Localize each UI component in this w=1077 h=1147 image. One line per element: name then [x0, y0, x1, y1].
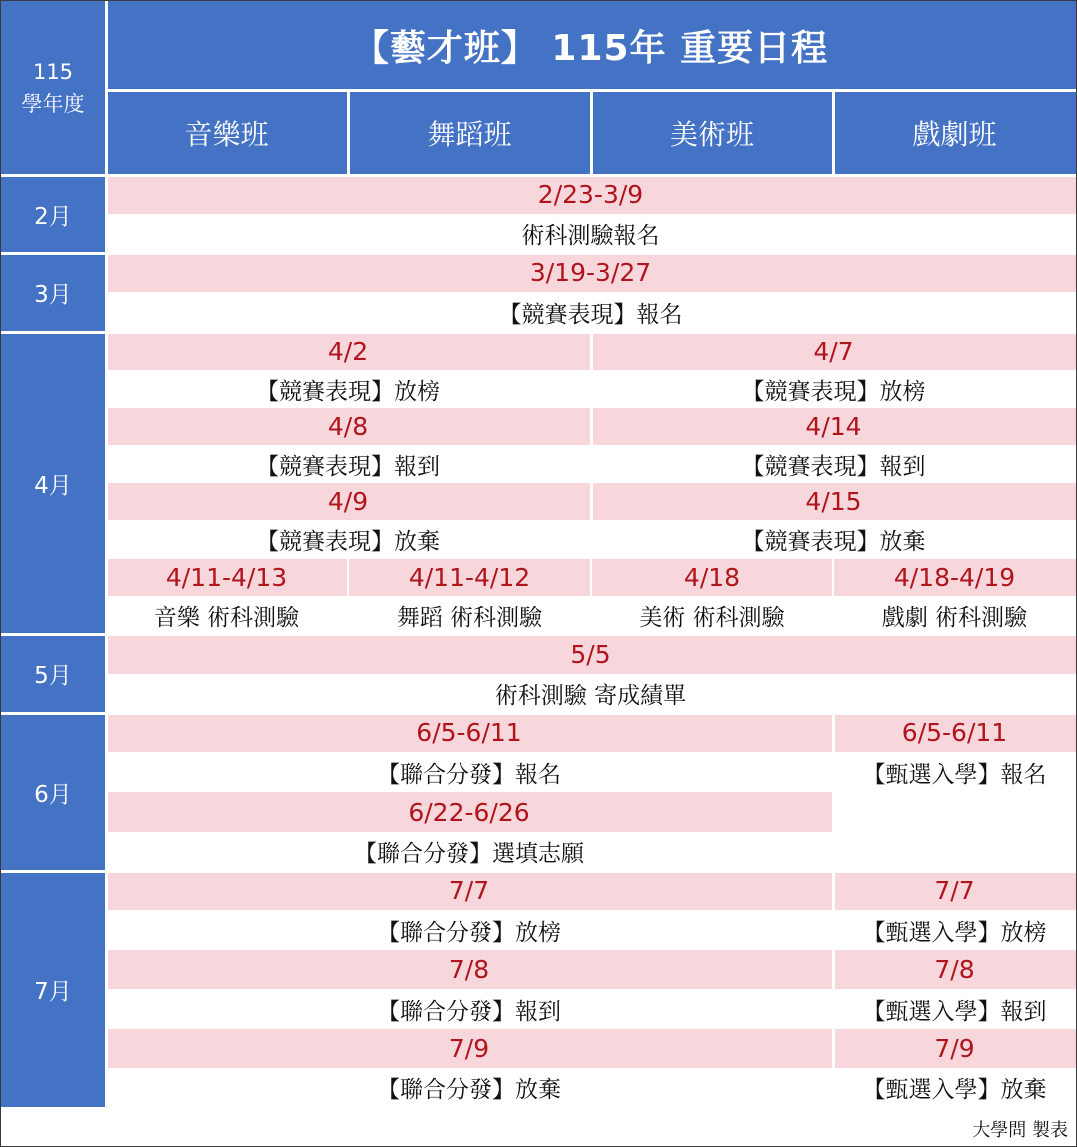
month-label-mar: 3月 [1, 253, 105, 332]
month-label-may: 5月 [1, 634, 105, 713]
column-header-music: 音樂班 [105, 90, 348, 175]
academic-year-label: 學年度 [21, 92, 85, 116]
academic-year-box [1, 1, 105, 175]
apr-left-event-2: 【競賽表現】報到 [105, 445, 591, 483]
apr-right-event-3: 【競賽表現】放棄 [591, 520, 1076, 558]
jun-left-date-1: 6/5-6/11 [105, 713, 833, 752]
apr-exam-date-drama: 4/18-4/19 [833, 558, 1076, 596]
apr-exam-date-dance: 4/11-4/12 [348, 558, 591, 596]
jun-left-event-1: 【聯合分發】報名 [105, 752, 833, 792]
apr-exam-date-art: 4/18 [591, 558, 833, 596]
apr-left-date-2: 4/8 [105, 408, 591, 445]
apr-exam-event-music: 音樂 術科測驗 [105, 596, 348, 634]
jul-right-date-3: 7/9 [833, 1029, 1076, 1068]
jul-left-event-3: 【聯合分發】放棄 [105, 1068, 833, 1107]
apr-right-date-2: 4/14 [591, 408, 1076, 445]
jul-right-date-1: 7/7 [833, 871, 1076, 910]
jul-right-date-2: 7/8 [833, 950, 1076, 989]
column-header-drama: 戲劇班 [833, 90, 1076, 175]
jun-right-empty [833, 792, 1076, 871]
jun-left-event-2: 【聯合分發】選填志願 [105, 832, 833, 871]
feb-date: 2/23-3/9 [105, 175, 1076, 214]
divider [590, 90, 593, 175]
jul-right-event-3: 【甄選入學】放棄 [833, 1068, 1076, 1107]
mar-event: 【競賽表現】報名 [105, 292, 1076, 332]
feb-event: 術科測驗報名 [105, 214, 1076, 253]
column-header-dance: 舞蹈班 [348, 90, 591, 175]
divider [1, 870, 1076, 873]
divider [1, 712, 1076, 715]
jul-left-date-1: 7/7 [105, 871, 833, 910]
jul-left-event-1: 【聯合分發】放榜 [105, 910, 833, 950]
may-date: 5/5 [105, 634, 1076, 674]
jul-left-event-2: 【聯合分發】報到 [105, 989, 833, 1029]
divider [832, 558, 834, 596]
jul-left-date-3: 7/9 [105, 1029, 833, 1068]
apr-exam-event-drama: 戲劇 術科測驗 [833, 596, 1076, 634]
divider [347, 558, 349, 596]
divider [1, 252, 1076, 255]
divider [1, 633, 1076, 636]
jul-right-event-2: 【甄選入學】報到 [833, 989, 1076, 1029]
divider [105, 1, 108, 1107]
academic-year-number: 115 [32, 60, 74, 84]
divider [1, 174, 1076, 177]
month-label-jun: 6月 [1, 713, 105, 871]
page-title: 【藝才班】 115年 重要日程 [105, 1, 1076, 90]
apr-exam-event-art: 美術 術科測驗 [591, 596, 833, 634]
apr-right-date-3: 4/15 [591, 483, 1076, 520]
apr-left-date-3: 4/9 [105, 483, 591, 520]
apr-right-date-1: 4/7 [591, 332, 1076, 370]
apr-right-event-2: 【競賽表現】報到 [591, 445, 1076, 483]
divider [832, 713, 835, 1107]
may-event: 術科測驗 寄成績單 [105, 674, 1076, 713]
month-label-jul: 7月 [1, 871, 105, 1107]
apr-right-event-1: 【競賽表現】放榜 [591, 370, 1076, 408]
footer-credit: 大學問 製表 [972, 1120, 1068, 1141]
mar-date: 3/19-3/27 [105, 253, 1076, 292]
divider [832, 90, 835, 175]
jun-right-event-1: 【甄選入學】報名 [833, 752, 1076, 792]
jun-right-date-1: 6/5-6/11 [833, 713, 1076, 752]
divider [347, 90, 350, 175]
jul-left-date-2: 7/8 [105, 950, 833, 989]
apr-left-date-1: 4/2 [105, 332, 591, 370]
divider [590, 558, 592, 596]
apr-left-event-1: 【競賽表現】放榜 [105, 370, 591, 408]
divider [1, 331, 1076, 334]
month-label-feb: 2月 [1, 175, 105, 253]
jul-right-event-1: 【甄選入學】放榜 [833, 910, 1076, 950]
column-header-art: 美術班 [591, 90, 833, 175]
apr-exam-event-dance: 舞蹈 術科測驗 [348, 596, 591, 634]
divider [590, 332, 593, 558]
apr-exam-date-music: 4/11-4/13 [105, 558, 348, 596]
jun-left-date-2: 6/22-6/26 [105, 792, 833, 832]
month-label-apr: 4月 [1, 332, 105, 634]
apr-left-event-3: 【競賽表現】放棄 [105, 520, 591, 558]
